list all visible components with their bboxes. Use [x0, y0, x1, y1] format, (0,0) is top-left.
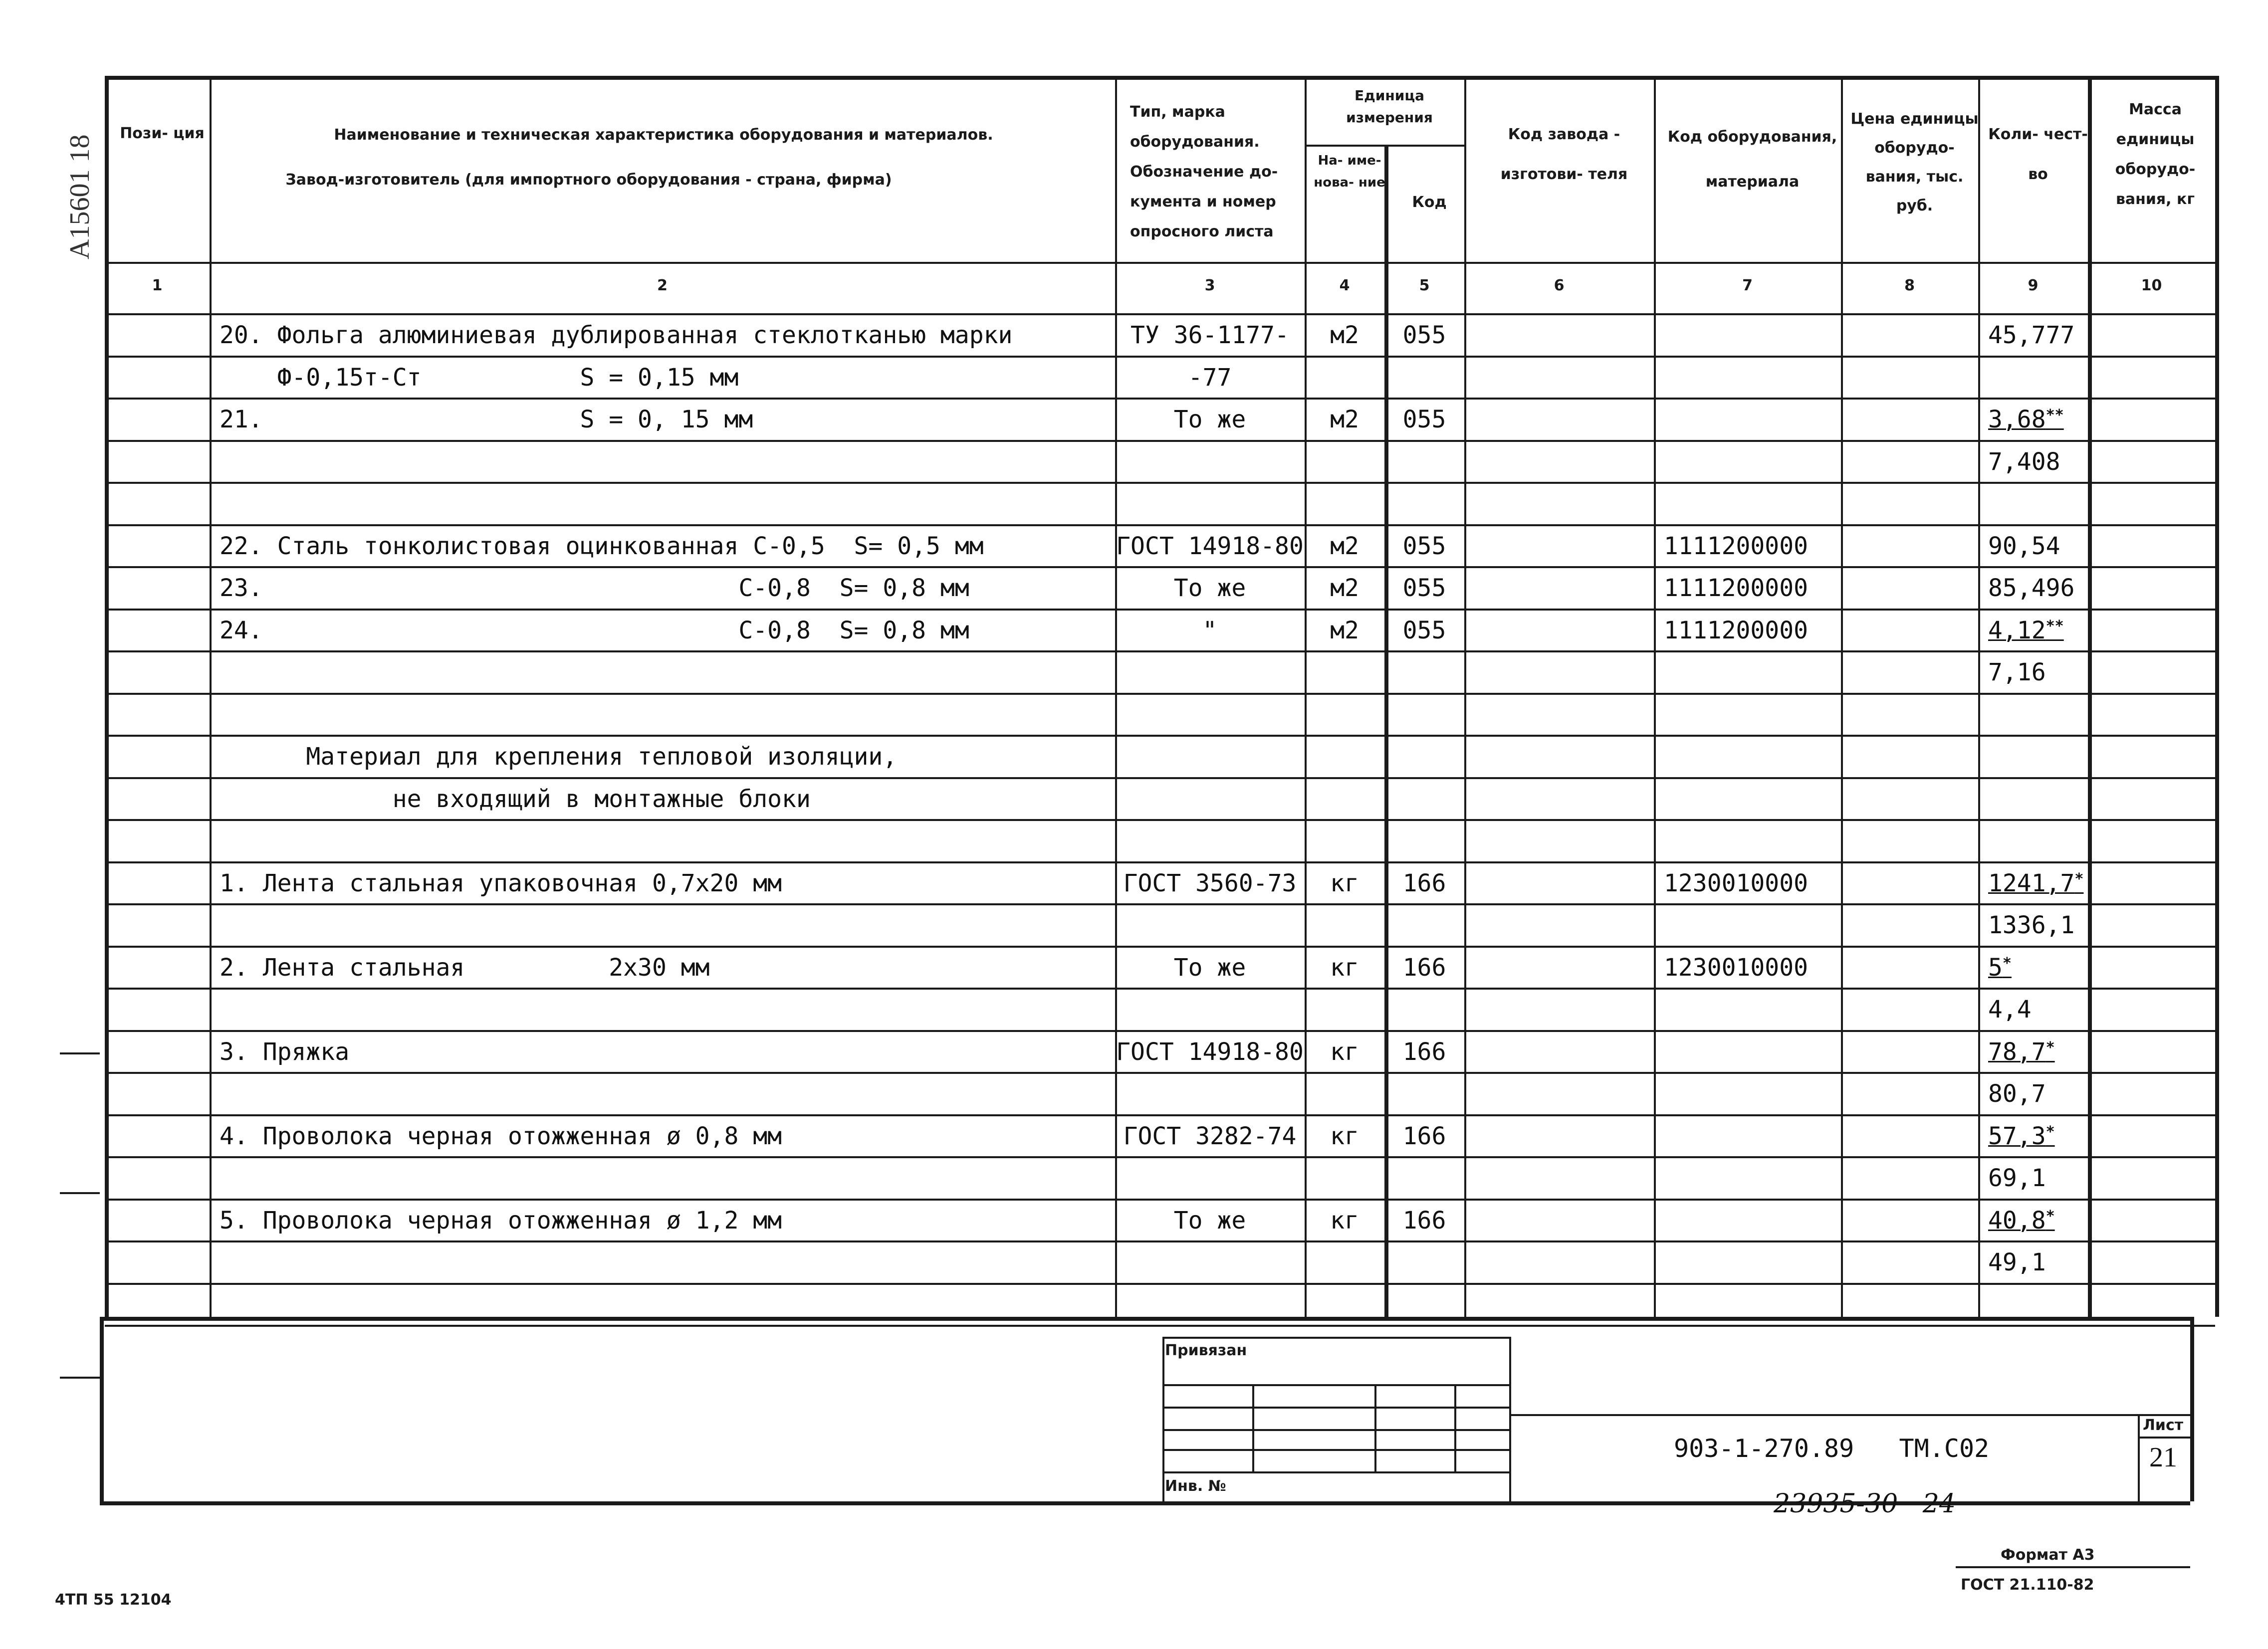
header-type: Тип, марка оборудования. Обозначение до- кумента и номер опросного листа [1130, 103, 1278, 240]
item-unit: м2 [1330, 406, 1359, 433]
column-rule [2088, 76, 2092, 1317]
item-unit-code: 055 [1402, 532, 1446, 560]
item-quantity: 40,8* [1988, 1206, 2055, 1235]
row-rule [105, 650, 2215, 652]
handwritten-number: 23935-30 24 [1774, 1489, 1956, 1519]
item-quantity: 57,3* [1988, 1122, 2055, 1150]
row-rule [105, 398, 2215, 400]
item-material-code: 1111200000 [1664, 574, 1808, 602]
item-document: То же [1173, 574, 1246, 602]
format-label: Формат А3 [2001, 1546, 2095, 1564]
item-name: 2. Лента стальная 2х30 мм [220, 953, 710, 982]
header-factory-code: Код завода - изготови- теля [1500, 126, 1628, 183]
item-unit: м2 [1330, 616, 1359, 644]
column-number: 2 [657, 277, 668, 294]
row-rule [105, 1030, 2215, 1032]
row-rule [105, 440, 2215, 442]
row-rule [105, 1072, 2215, 1074]
item-unit-code: 166 [1402, 869, 1446, 897]
item-unit: кг [1330, 1206, 1359, 1235]
stamp-rule [1509, 1337, 1511, 1501]
row-rule [105, 1240, 2215, 1242]
item-unit: кг [1330, 869, 1359, 897]
row-rule [105, 988, 2215, 990]
sheet-box-rule [2138, 1414, 2140, 1501]
item-name: Ф-0,15т-Ст S = 0,15 мм [220, 363, 739, 392]
item-unit-code: 055 [1402, 406, 1446, 433]
row-rule [105, 946, 2215, 948]
item-quantity: 80,7 [1988, 1080, 2046, 1108]
item-name: Материал для крепления тепловой изоляции, [220, 743, 898, 771]
item-quantity: 4,12** [1988, 616, 2064, 644]
item-name: 4. Проволока черная отожженная ø 0,8 мм [220, 1122, 782, 1150]
stamp-rule [1454, 1384, 1456, 1471]
item-unit: кг [1330, 953, 1359, 982]
item-document: -77 [1188, 363, 1232, 392]
stamp-rule [1374, 1384, 1376, 1471]
item-quantity: 90,54 [1988, 532, 2060, 560]
item-document: ГОСТ 3560-73 [1123, 869, 1297, 897]
column-rule [1978, 76, 1980, 1317]
row-rule [105, 861, 2215, 863]
item-name: 3. Пряжка [220, 1037, 350, 1066]
item-document: ГОСТ 14918-80 [1116, 1037, 1304, 1066]
margin-tick [60, 1052, 100, 1054]
column-rule [210, 76, 212, 1317]
header-name-line1: Наименование и техническая характеристика оборудования и материалов. [334, 126, 993, 144]
stamp-rule [1162, 1337, 1509, 1339]
frame-top [105, 76, 2215, 80]
footer-left-code: 4ТП 55 12104 [55, 1591, 172, 1609]
footnote-mark: * [2045, 1123, 2055, 1141]
item-quantity: 4,4 [1988, 996, 2032, 1024]
frame-left [105, 76, 109, 1317]
item-unit-code: 166 [1402, 953, 1446, 982]
item-name: 23. С-0,8 S= 0,8 мм [220, 574, 969, 602]
item-name: 22. Сталь тонколистовая оцинкованная С-0,5 S= 0,5 мм [220, 532, 984, 560]
item-unit: кг [1330, 1122, 1359, 1150]
item-unit-code: 166 [1402, 1206, 1446, 1235]
item-unit-code: 166 [1402, 1122, 1446, 1150]
margin-label: А15601 18 [64, 134, 95, 259]
item-name: 1. Лента стальная упаковочная 0,7х20 мм [220, 869, 782, 897]
row-rule [105, 735, 2215, 737]
stamp-privyazan: Привязан [1165, 1342, 1247, 1359]
stamp-rule [1162, 1407, 1509, 1409]
item-unit: м2 [1330, 574, 1359, 602]
item-quantity: 69,1 [1988, 1164, 2046, 1192]
row-rule [105, 1114, 2215, 1116]
item-document: То же [1173, 406, 1246, 433]
column-number: 8 [1904, 277, 1915, 294]
header-name-line2: Завод-изготовитель (для импортного оборудования - страна, фирма) [285, 171, 892, 189]
footer-rule [1956, 1566, 2190, 1568]
item-quantity: 7,408 [1988, 447, 2060, 476]
item-document: ГОСТ 3282-74 [1123, 1122, 1297, 1150]
row-rule [105, 566, 2215, 568]
item-unit: м2 [1330, 532, 1359, 560]
item-quantity: 3,68** [1988, 406, 2064, 433]
column-number: 7 [1742, 277, 1753, 294]
item-name: 20. Фольга алюминиевая дублированная стеклотканью марки [220, 321, 1013, 349]
row-rule [105, 1199, 2215, 1201]
item-name: 5. Проволока черная отожженная ø 1,2 мм [220, 1206, 782, 1235]
row-rule [105, 609, 2215, 611]
document-code: 903-1-270.89 ТМ.С02 [1674, 1434, 1990, 1463]
item-material-code: 1230010000 [1664, 869, 1808, 897]
margin-tick [60, 1192, 100, 1194]
frame-bottom [100, 1317, 2190, 1321]
stamp-rule [1252, 1384, 1254, 1471]
item-quantity: 7,16 [1988, 658, 2046, 686]
stamp-rule [1162, 1337, 1164, 1501]
item-unit: м2 [1330, 321, 1359, 349]
item-quantity: 85,496 [1988, 574, 2075, 602]
row-rule [105, 1156, 2215, 1158]
item-document: ТУ 36-1177- [1131, 321, 1289, 349]
header-mass: Масса единицы оборудо- вания, кг [2115, 101, 2196, 208]
item-unit-code: 166 [1402, 1037, 1446, 1066]
stamp-rule [1162, 1429, 1509, 1431]
item-name: 24. С-0,8 S= 0,8 мм [220, 616, 969, 644]
item-quantity: 78,7* [1988, 1037, 2055, 1066]
header-bottom-rule [105, 262, 2215, 264]
item-quantity: 45,777 [1988, 321, 2075, 349]
footnote-mark: ** [2045, 407, 2064, 424]
footnote-mark: * [2074, 870, 2084, 888]
row-rule [105, 482, 2215, 484]
item-name: не входящий в монтажные блоки [220, 785, 811, 813]
item-quantity: 1336,1 [1988, 911, 2075, 939]
header-position: Пози- ция [120, 125, 205, 142]
header-unit-name: На- име- нова- ние [1314, 153, 1385, 190]
footnote-mark: * [2045, 1207, 2055, 1225]
column-number: 4 [1339, 277, 1350, 294]
column-rule [1841, 76, 1843, 1317]
item-unit: кг [1330, 1037, 1359, 1066]
stamp-rule [1162, 1471, 1509, 1473]
title-block-rule [1509, 1414, 2190, 1416]
stamp-rule [1162, 1384, 1509, 1386]
header-unit: Единица измерения [1346, 87, 1433, 126]
item-document: То же [1173, 953, 1246, 982]
row-rule [105, 819, 2215, 821]
item-name: 21. S = 0, 15 мм [220, 406, 753, 433]
header-price: Цена единицы оборудо- вания, тыс. руб. [1850, 110, 1979, 214]
column-rule [1654, 76, 1656, 1317]
sheet-box-rule [2138, 1437, 2190, 1439]
frame-right [2215, 76, 2219, 1317]
header-material-code: Код оборудования, материала [1667, 128, 1837, 191]
frame-bottom-left [100, 1317, 104, 1501]
item-document: " [1202, 616, 1217, 644]
gost-label: ГОСТ 21.110-82 [1961, 1576, 2094, 1594]
header-quantity: Коли- чест- во [1988, 126, 2088, 183]
footnote-mark: * [2045, 1038, 2055, 1056]
column-number: 3 [1204, 277, 1215, 294]
column-number: 10 [2141, 277, 2162, 294]
row-rule [105, 777, 2215, 779]
item-quantity: 1241,7* [1988, 869, 2084, 897]
row-rule [105, 693, 2215, 695]
row-rule [105, 524, 2215, 526]
footnote-mark: * [2002, 954, 2012, 972]
row-rule [105, 1283, 2215, 1285]
item-material-code: 1111200000 [1664, 532, 1808, 560]
item-document: ГОСТ 14918-80 [1116, 532, 1304, 560]
column-number: 9 [2028, 277, 2039, 294]
item-document: То же [1173, 1206, 1246, 1235]
margin-tick [60, 1377, 100, 1379]
item-material-code: 1230010000 [1664, 953, 1808, 982]
column-rule [1464, 76, 1466, 1317]
frame-bottom-right [2190, 1317, 2194, 1501]
row-rule [105, 903, 2215, 905]
item-unit-code: 055 [1402, 574, 1446, 602]
stamp-inv-no: Инв. № [1165, 1477, 1226, 1495]
row-rule [105, 356, 2215, 358]
sheet-label: Лист [2143, 1417, 2184, 1434]
row-rule [105, 1325, 2215, 1327]
stamp-rule [1162, 1449, 1509, 1451]
item-material-code: 1111200000 [1664, 616, 1808, 644]
column-number: 6 [1554, 277, 1565, 294]
item-quantity: 5* [1988, 953, 2012, 982]
sheet-number: 21 [2149, 1442, 2177, 1473]
item-unit-code: 055 [1402, 616, 1446, 644]
row-rule [105, 313, 2215, 315]
footnote-mark: ** [2045, 617, 2064, 635]
item-quantity: 49,1 [1988, 1248, 2046, 1276]
column-number: 5 [1419, 277, 1430, 294]
item-unit-code: 055 [1402, 321, 1446, 349]
column-number: 1 [152, 277, 163, 294]
header-unit-code: Код [1412, 194, 1447, 211]
